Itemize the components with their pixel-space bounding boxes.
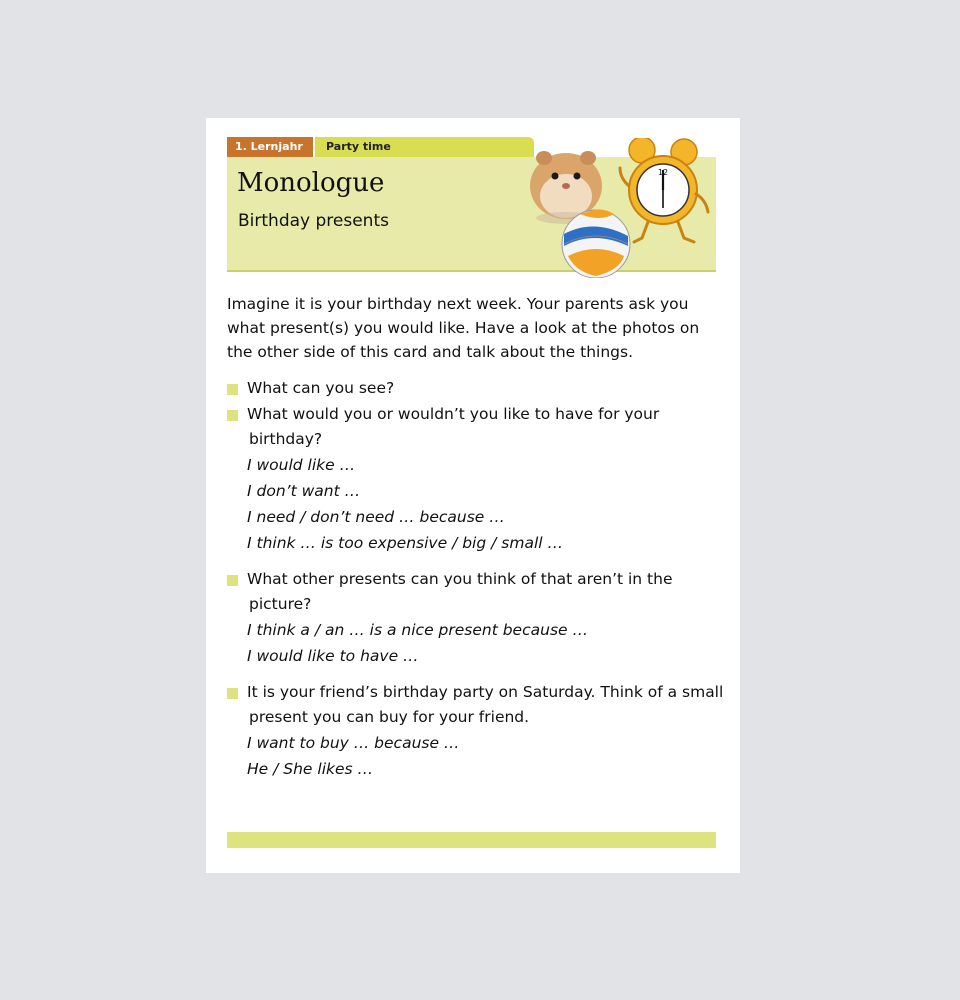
phrase: He / She likes …	[247, 760, 374, 778]
bullet-square-icon	[227, 410, 238, 421]
header-tabs	[227, 137, 534, 157]
list-item	[227, 376, 727, 401]
phrase: I don’t want …	[247, 482, 361, 500]
svg-text:12: 12	[657, 168, 669, 177]
question-text: What would you or wouldn’t you like to have for your birthday?	[247, 405, 660, 448]
list-item	[227, 680, 727, 782]
intro-text: Imagine it is your birthday next week. Your parents ask you what present(s) you would like. Have a look at the photos on the other side of this card and talk about the things.	[227, 295, 700, 361]
question-text: What other presents can you think of that aren’t in the picture?	[247, 570, 673, 613]
question-list	[227, 376, 727, 782]
bullet-square-icon	[227, 575, 238, 586]
task-card	[206, 118, 740, 873]
page-subtitle: Birthday presents	[238, 211, 389, 231]
phrase: I think a / an … is a nice present because …	[247, 621, 588, 639]
phrase: I would like to have …	[247, 647, 419, 665]
footer-bar	[227, 832, 716, 848]
volleyball-image	[562, 210, 630, 279]
phrase: I would like …	[247, 456, 356, 474]
question-text: It is your friend’s birthday party on Saturday. Think of a small present you can buy for your friend.	[247, 683, 724, 726]
phrase: I need / don’t need … because …	[247, 508, 505, 526]
bullet-square-icon	[227, 384, 238, 395]
list-item	[227, 402, 727, 556]
topic-tab: Party time	[315, 137, 534, 157]
bullet-square-icon	[227, 688, 238, 699]
question-text: What can you see?	[247, 379, 395, 397]
alarm-clock-image	[620, 138, 708, 242]
header-illustrations	[524, 138, 724, 278]
year-tab: 1. Lernjahr	[227, 137, 313, 157]
phrase: I want to buy … because …	[247, 734, 460, 752]
list-item	[227, 567, 727, 669]
page-title: Monologue	[237, 168, 385, 198]
phrase: I think … is too expensive / big / small …	[247, 534, 563, 552]
